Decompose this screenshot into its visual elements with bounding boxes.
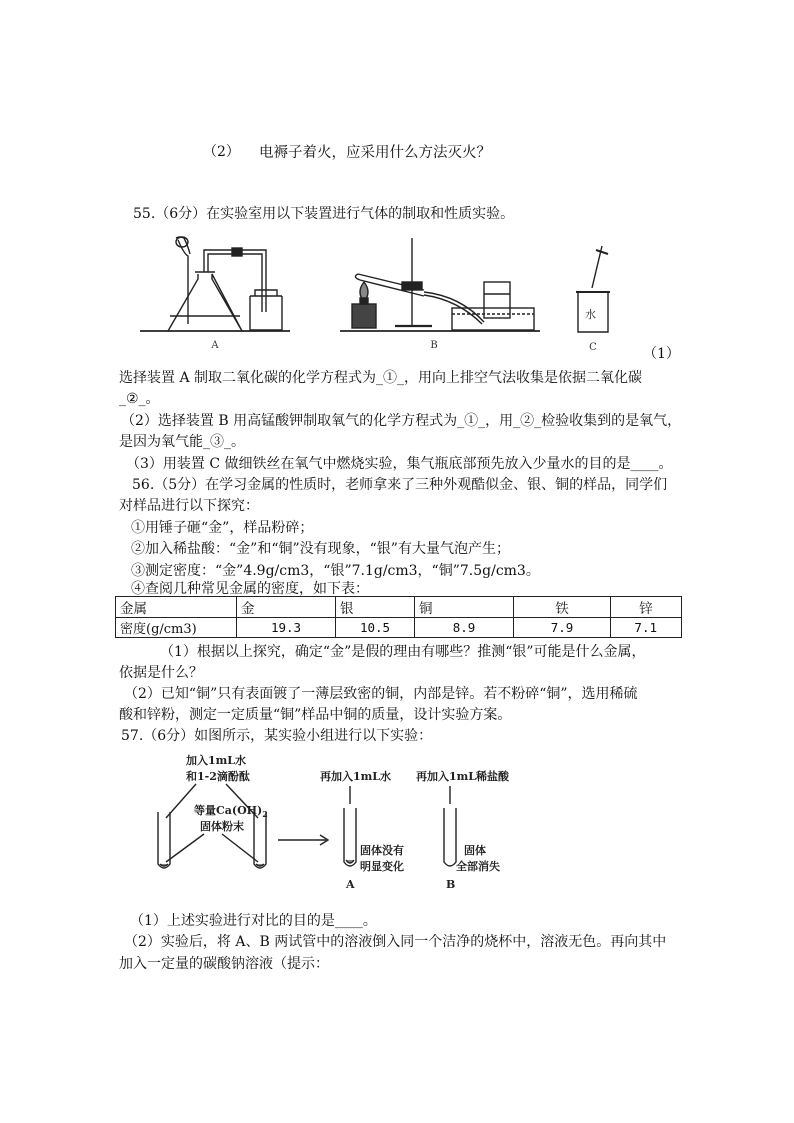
q55-line4: 是因为氧气能_③_。 [119, 434, 245, 450]
q55-header: 55.（6分）在实验室用以下装置进行气体的制取和性质实验。 [133, 206, 515, 222]
table-header-cell: 金属 [116, 597, 237, 618]
table-header-cell: 铁 [514, 597, 611, 618]
q56-q1-line2: 依据是什么？ [119, 665, 203, 681]
q56-q2-line2: 酸和锌粉，测定一定质量“铜”样品中铜的质量，设计实验方案。 [119, 707, 512, 723]
table-row [116, 618, 682, 638]
fig-tube-b-note-1: 固体 [464, 844, 486, 857]
table-row-label: 密度(g/cm3) [116, 618, 237, 638]
q54-part2-text: 电褥子着火，应采用什么方法灭火？ [259, 145, 491, 161]
fig-powder-label-1: 等量$Ca(OH)_2$ [194, 804, 268, 819]
q55-line5: （3）用装置 C 做细铁丝在氧气中燃烧实验，集气瓶底部预先放入少量水的目的是____。 [126, 456, 673, 472]
fig-tube-a-note-1: 固体没有 [360, 844, 404, 857]
tube-a [344, 808, 356, 866]
table-cell: 8.9 [415, 618, 514, 638]
apparatus-b-lamp [352, 282, 376, 328]
fig-tube-b-note-2: 全部消失 [456, 860, 500, 873]
tube-b [444, 808, 456, 866]
fig-tube-a-note-2: 明显变化 [360, 860, 404, 873]
q56-header: 56.（5分）在学习金属的性质时，老师拿来了三种外观酷似金、银、铜的样品，同学们 [132, 477, 668, 493]
apparatus-c-water-label: 水 [585, 308, 596, 321]
q57-q2-line1: （2）实验后，将 A、B 两试管中的溶液倒入同一个洁净的烧杯中，溶液无色。再向其中 [124, 934, 667, 950]
q55-line1: 选择装置 A 制取二氧化碳的化学方程式为_①_，用向上排空气法收集是依据二氧化碳 [119, 370, 643, 386]
q55-line2: _②_。 [119, 391, 160, 407]
fig-tube-b-top-label: 再加入1mL稀盐酸 [416, 770, 510, 783]
apparatus-a-flask [168, 237, 266, 331]
fig-left-label-2: 和1-2滴酚酞 [186, 770, 250, 783]
table-header-cell: 锌 [611, 597, 682, 618]
table-header-cell: 银 [336, 597, 415, 618]
q56-step2: ②加入稀盐酸：“金”和“铜”没有现象，“银”有大量气泡产生； [131, 541, 510, 557]
q54-part2-number: （2） [203, 144, 240, 160]
table-header-cell: 金 [237, 597, 336, 618]
table-cell: 10.5 [336, 618, 415, 638]
fig-powder-label-2: 固体粉末 [200, 820, 244, 833]
q56-q2-line1: （2）已知“铜”只有表面镀了一薄层致密的铜，内部是锌。若不粉碎“铜”，选用稀硫 [124, 686, 638, 702]
metal-density-table [115, 596, 682, 638]
table-header-cell: 铜 [415, 597, 514, 618]
apparatus-label-c: C [589, 342, 597, 353]
table-header-row [116, 597, 682, 618]
fig-tube-label-b: B [446, 878, 456, 891]
q55-apparatus-figure [140, 236, 620, 356]
q57-header: 57.（6分）如图所示，某实验小组进行以下实验： [121, 728, 433, 744]
q57-q2-line2: 加入一定量的碳酸钠溶液（提示： [119, 956, 329, 972]
q57-test-tube-figure [150, 748, 530, 898]
table-cell: 19.3 [237, 618, 336, 638]
q57-q1: （1）上述实验进行对比的目的是____。 [130, 913, 377, 929]
q56-line2: 对样品进行以下探究： [119, 498, 259, 514]
q56-step4: ④查阅几种常见金属的密度，如下表： [131, 581, 369, 597]
q56-step1: ①用锤子砸“金”，样品粉碎； [131, 520, 314, 536]
table-cell: 7.9 [514, 618, 611, 638]
fig-tube-a-top-label: 再加入1mL水 [320, 770, 392, 783]
q55-part1-number: （1） [643, 346, 680, 362]
table-cell: 7.1 [611, 618, 682, 638]
apparatus-label-a: A [211, 340, 219, 351]
apparatus-label-b: B [430, 340, 438, 351]
fig-left-label-1: 加入1mL水 [186, 754, 247, 767]
q56-step3: ③测定密度：“金”4.9g/cm3，“银”7.1g/cm3，“铜”7.5g/cm3。 [131, 563, 540, 579]
q55-line3: （2）选择装置 B 用高锰酸钾制取氧气的化学方程式为_①_，用_②_检验收集到的是氧气， [121, 413, 682, 429]
fig-tube-label-a: A [346, 878, 355, 891]
q56-q1-line1: （1）根据以上探究，确定“金”是假的理由有哪些？推测“银”可能是什么金属， [160, 644, 646, 660]
